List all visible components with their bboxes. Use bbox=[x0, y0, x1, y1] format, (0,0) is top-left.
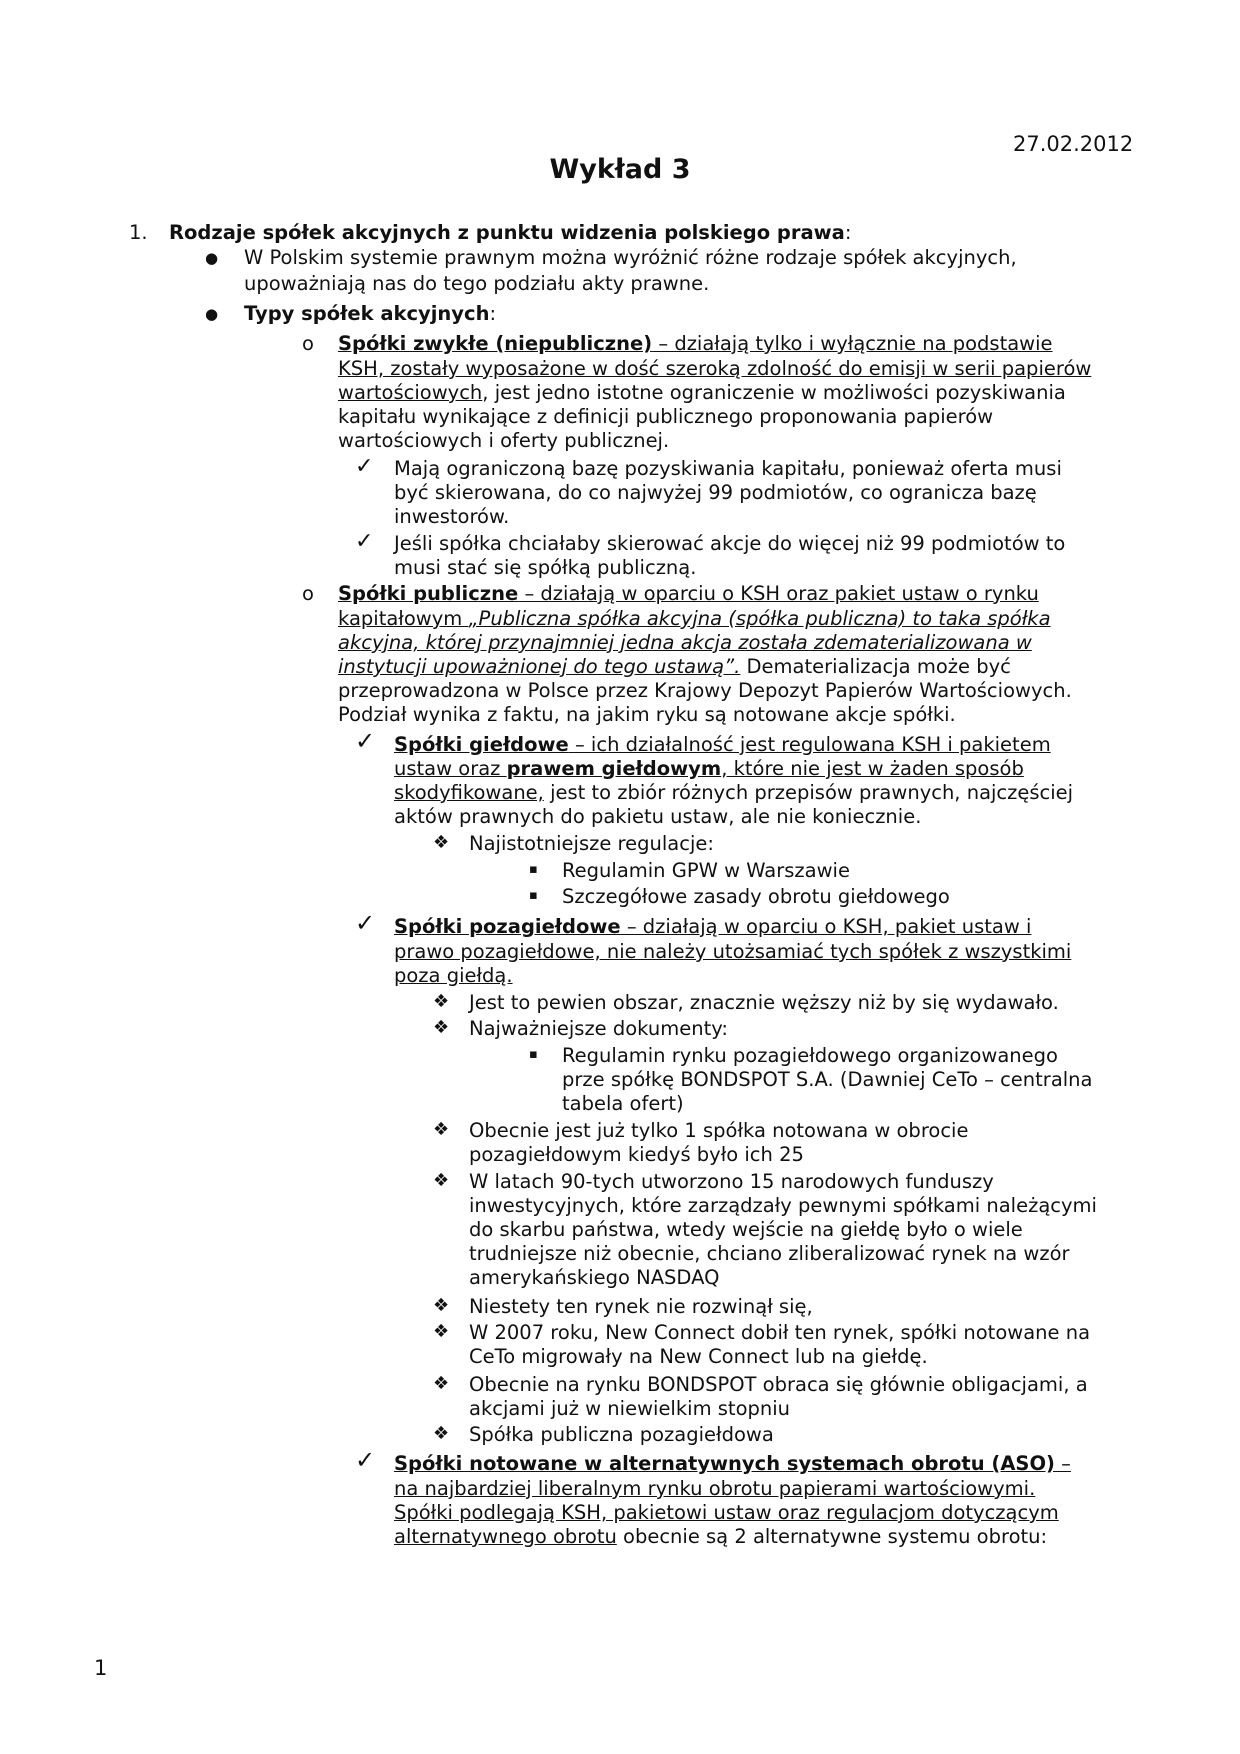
paragraph-line: tabela ofert) bbox=[562, 1092, 684, 1115]
section-heading: Rodzaje spółek akcyjnych z punktu widzenia polskiego prawa: bbox=[169, 221, 852, 244]
paragraph-line: Szczegółowe zasady obrotu giełdowego bbox=[562, 885, 950, 908]
square-icon: ▪ bbox=[529, 862, 538, 877]
bullet-marker: ● bbox=[205, 249, 219, 267]
circle-marker: o bbox=[302, 582, 314, 605]
paragraph-line: musi stać się spółką publiczną. bbox=[394, 556, 697, 579]
paragraph-line: aktów prawnych do pakietu ustaw, ale nie koniecznie. bbox=[394, 805, 922, 828]
paragraph-line: Mają ograniczoną bazę pozyskiwania kapitału, ponieważ oferta musi bbox=[394, 457, 1062, 480]
check-icon: ✓ bbox=[355, 1446, 376, 1474]
paragraph-line: Spółki podlegają KSH, pakietowi ustaw oraz regulacjom dotyczącym bbox=[394, 1501, 1059, 1524]
paragraph-line: Niestety ten rynek nie rozwinął się, bbox=[469, 1295, 813, 1318]
paragraph-line: W 2007 roku, New Connect dobił ten rynek, spółki notowane na bbox=[469, 1321, 1091, 1344]
paragraph-line: alternatywnego obrotu obecnie są 2 alternatywne systemu obrotu: bbox=[394, 1525, 1048, 1548]
paragraph-line: upoważniają nas do tego podziału akty prawne. bbox=[244, 272, 710, 295]
paragraph-line: Najistotniejsze regulacje: bbox=[469, 832, 714, 855]
diamond-icon: ❖ bbox=[433, 1119, 450, 1140]
diamond-icon: ❖ bbox=[433, 1373, 450, 1394]
paragraph-line: Podział wynika z faktu, na jakim ryku są notowane akcje spółki. bbox=[338, 703, 956, 726]
paragraph-line: Regulamin GPW w Warszawie bbox=[562, 859, 850, 882]
paragraph-line: przeprowadzona w Polsce przez Krajowy Depozyt Papierów Wartościowych. bbox=[338, 679, 1072, 702]
document-title: Wykład 3 bbox=[549, 154, 691, 185]
paragraph-line: być skierowana, do co najwyżej 99 podmiotów, co ogranicza bazę bbox=[394, 481, 1037, 504]
paragraph-line: inwestorów. bbox=[394, 505, 510, 528]
paragraph-line: do skarbu państwa, wtedy wejście na giełdę było o wiele bbox=[469, 1218, 1023, 1241]
square-icon: ▪ bbox=[529, 1047, 538, 1062]
page-number: 1 bbox=[94, 1656, 108, 1680]
subheading: Typy spółek akcyjnych: bbox=[244, 302, 497, 325]
paragraph-line: trudniejsze niż obecnie, chciano zliberalizować rynek na wzór bbox=[469, 1242, 1070, 1265]
paragraph-line: prawo pozagiełdowe, nie należy utożsamiać tych spółek z wszystkimi bbox=[394, 940, 1072, 963]
paragraph-line: poza giełdą. bbox=[394, 964, 513, 987]
paragraph-line: CeTo migrowały na New Connect lub na giełdę. bbox=[469, 1345, 928, 1368]
paragraph-line: Spółka publiczna pozagiełdowa bbox=[469, 1423, 774, 1446]
diamond-icon: ❖ bbox=[433, 1423, 450, 1444]
paragraph-line: kapitału wynikające z definicji publicznego proponowania papierów bbox=[338, 405, 994, 428]
check-icon: ✓ bbox=[355, 529, 374, 554]
diamond-icon: ❖ bbox=[433, 1170, 450, 1191]
paragraph-line: na najbardziej liberalnym rynku obrotu papierami wartościowymi. bbox=[394, 1477, 1036, 1500]
diamond-icon: ❖ bbox=[433, 1295, 450, 1316]
diamond-icon: ❖ bbox=[433, 832, 450, 853]
diamond-icon: ❖ bbox=[433, 991, 450, 1012]
paragraph-line: pozagiełdowym kiedyś było ich 25 bbox=[469, 1143, 804, 1166]
paragraph-line: Jest to pewien obszar, znacznie węższy niż by się wydawało. bbox=[469, 991, 1059, 1014]
paragraph-line: wartościowych, jest jedno istotne ograniczenie w możliwości pozyskiwania bbox=[338, 381, 1066, 404]
square-icon: ▪ bbox=[529, 888, 538, 903]
check-icon: ✓ bbox=[355, 909, 376, 937]
paragraph-line: Najważniejsze dokumenty: bbox=[469, 1017, 728, 1040]
paragraph-line: Spółki giełdowe – ich działalność jest regulowana KSH i pakietem bbox=[394, 733, 1051, 756]
paragraph-line: amerykańskiego NASDAQ bbox=[469, 1266, 720, 1289]
list-number: 1. bbox=[129, 221, 148, 244]
paragraph-line: inwestycyjnych, które zarządzały pewnymi spółkami należącymi bbox=[469, 1194, 1097, 1217]
paragraph-line: kapitałowym „Publiczna spółka akcyjna (spółka publiczna) to taka spółka bbox=[338, 607, 1051, 630]
paragraph-line: Spółki notowane w alternatywnych systemach obrotu (ASO) – bbox=[394, 1452, 1071, 1475]
paragraph-line: Spółki pozagiełdowe – działają w oparciu o KSH, pakiet ustaw i bbox=[394, 915, 1032, 938]
paragraph-line: ustaw oraz prawem giełdowym, które nie jest w żaden sposób bbox=[394, 757, 1024, 780]
paragraph-line: prze spółkę BONDSPOT S.A. (Dawniej CeTo – centralna bbox=[562, 1068, 1093, 1091]
paragraph-line: Spółki publiczne – działają w oparciu o KSH oraz pakiet ustaw o rynku bbox=[338, 582, 1039, 605]
check-icon: ✓ bbox=[355, 454, 374, 479]
circle-marker: o bbox=[302, 332, 314, 355]
paragraph-line: KSH, zostały wyposażone w dość szeroką zdolność do emisji w serii papierów bbox=[338, 357, 1092, 380]
paragraph-line: wartościowych i oferty publicznej. bbox=[338, 429, 670, 452]
paragraph-line: skodyfikowane, jest to zbiór różnych przepisów prawnych, najczęściej bbox=[394, 781, 1074, 804]
paragraph-line: W Polskim systemie prawnym można wyróżnić różne rodzaje spółek akcyjnych, bbox=[244, 246, 1017, 269]
paragraph-line: akcyjna, której przynajmniej jedna akcja została zdematerializowana w bbox=[338, 631, 1032, 654]
paragraph-line: Regulamin rynku pozagiełdowego organizowanego bbox=[562, 1044, 1058, 1067]
diamond-icon: ❖ bbox=[433, 1017, 450, 1038]
document-date: 27.02.2012 bbox=[1013, 132, 1134, 156]
paragraph-line: Spółki zwykłe (niepubliczne) – działają tylko i wyłącznie na podstawie bbox=[338, 332, 1053, 355]
paragraph-line: Jeśli spółka chciałaby skierować akcje do więcej niż 99 podmiotów to bbox=[394, 532, 1066, 555]
paragraph-line: Obecnie na rynku BONDSPOT obraca się głównie obligacjami, a bbox=[469, 1373, 1088, 1396]
paragraph-line: akcjami już w niewielkim stopniu bbox=[469, 1397, 791, 1420]
paragraph-line: Obecnie jest już tylko 1 spółka notowana w obrocie bbox=[469, 1119, 969, 1142]
paragraph-line: instytucji upoważnionej do tego ustawą”. Dematerializacja może być bbox=[338, 655, 1011, 678]
diamond-icon: ❖ bbox=[433, 1321, 450, 1342]
bullet-marker: ● bbox=[205, 305, 219, 323]
check-icon: ✓ bbox=[355, 727, 376, 755]
paragraph-line: W latach 90-tych utworzono 15 narodowych funduszy bbox=[469, 1170, 994, 1193]
